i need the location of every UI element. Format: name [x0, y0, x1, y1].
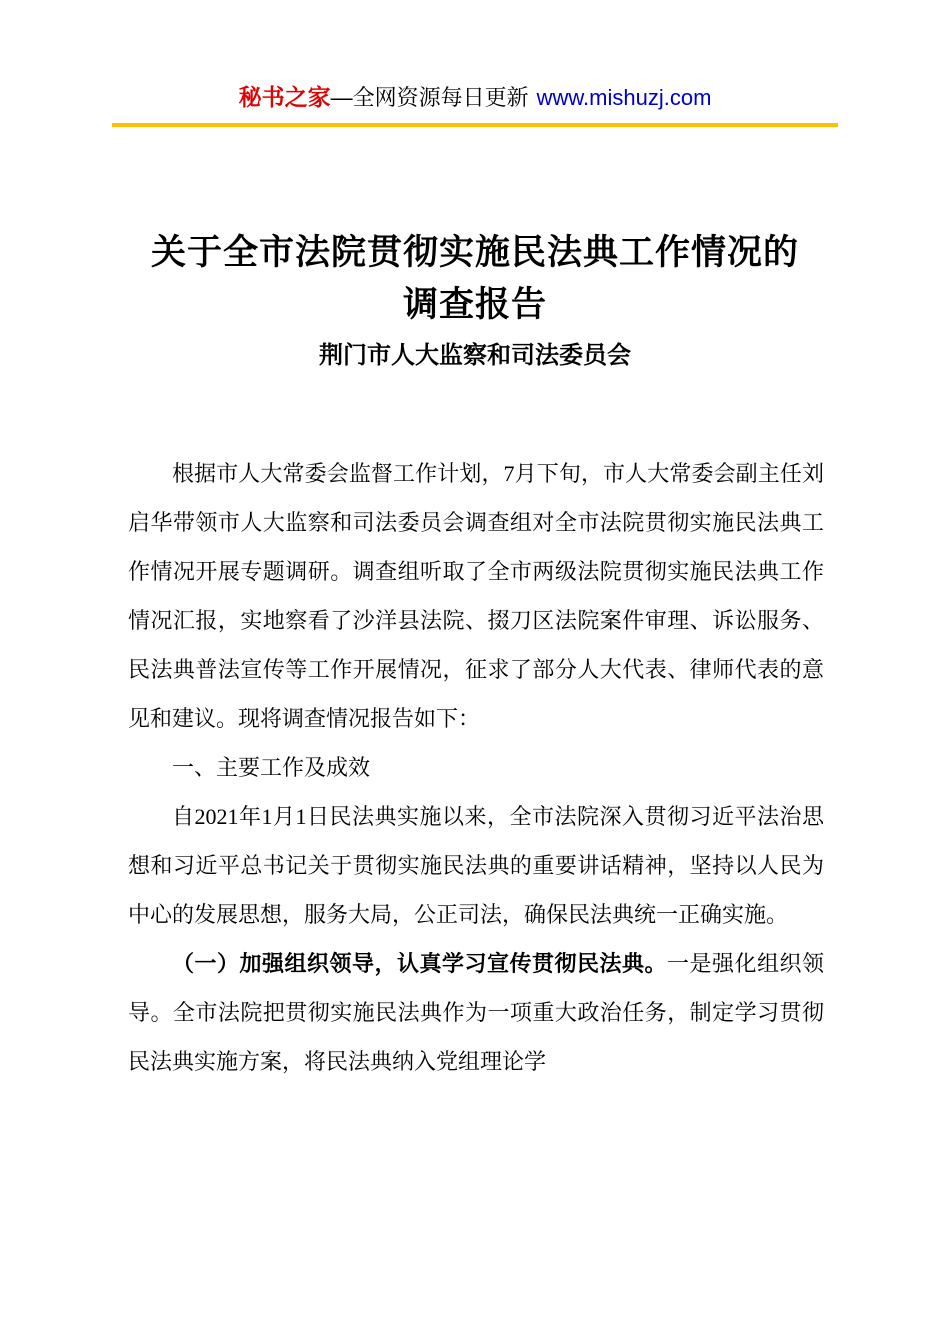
paragraph-subsection-1 — [128, 939, 824, 1086]
document-body — [128, 449, 824, 1086]
subsection-1-lead: （一）加强组织领导，认真学习宣传贯彻民法典。 — [172, 951, 667, 976]
site-tagline: —全网资源每日更新 — [330, 85, 529, 110]
paragraph-intro: 根据市人大常委会监督工作计划，7月下旬，市人大常委会副主任刘启华带领市人大监察和司法委员会调查组对全市法院贯彻实施民法典工作情况开展专题调研。调查组听取了全市两级法院贯彻实施民法典工作情况汇报，实地察看了沙洋县法院、掇刀区法院案件审理、诉讼服务、民法典普法宣传等工作开展情况，征求了部分人大代表、律师代表的意见和建议。现将调查情况报告如下： — [128, 461, 824, 731]
site-header — [112, 0, 838, 127]
document-title — [100, 227, 850, 331]
subsection-1-text: 一是强化组织领导。全市法院把贯彻实施民法典作为一项重大政治任务，制定学习贯彻民法典实施方案，将民法典纳入党组理论学 — [128, 951, 824, 1074]
document-title-line-2: 调查报告 — [402, 285, 547, 324]
site-brand: 秘书之家 — [238, 84, 331, 110]
paragraph-overview: 自2021年1月1日民法典实施以来，全市法院深入贯彻习近平法治思想和习近平总书记关于贯彻实施民法典的重要讲话精神，坚持以人民为中心的发展思想，服务大局，公正司法，确保民法典统一正确实施。 — [128, 804, 824, 927]
site-url-link[interactable]: www.mishuzj.com — [536, 85, 712, 110]
document-subtitle: 荆门市人大监察和司法委员会 — [319, 342, 631, 369]
document-title-line-1: 关于全市法院贯彻实施民法典工作情况的 — [150, 233, 799, 272]
section-heading-1: 一、主要工作及成效 — [172, 755, 371, 780]
